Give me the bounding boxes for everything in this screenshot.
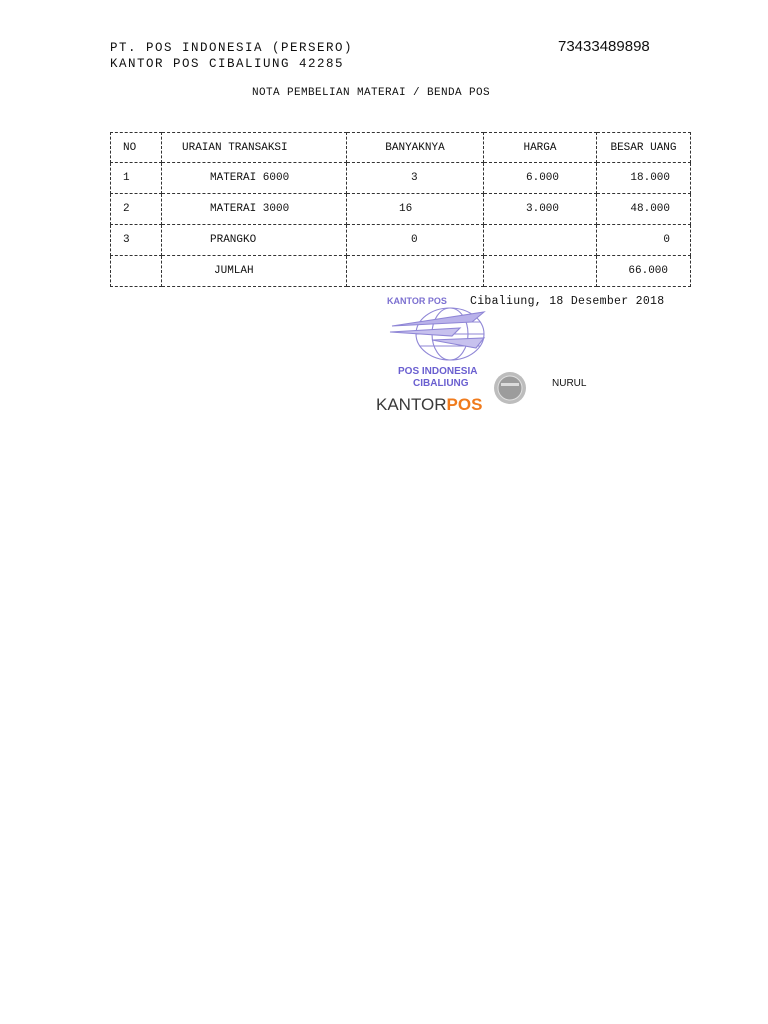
- cell-besar-uang: 0: [597, 225, 691, 256]
- table-row: [111, 194, 691, 225]
- stamp-graphic: [372, 292, 532, 416]
- table-header-row: [111, 133, 691, 163]
- cell-no: 1: [111, 163, 162, 194]
- stamp-line2: CIBALIUNG: [413, 378, 469, 389]
- cell-banyaknya: 0: [347, 225, 484, 256]
- cell-uraian: MATERAI 6000: [162, 163, 347, 194]
- seal-icon: [494, 372, 526, 404]
- cell-harga: 3.000: [484, 194, 597, 225]
- office-name: KANTOR POS CIBALIUNG 42285: [110, 57, 345, 71]
- cell-uraian: MATERAI 3000: [162, 194, 347, 225]
- table-row: [111, 225, 691, 256]
- cell-banyaknya: 16: [347, 194, 484, 225]
- logo-pos: POS: [446, 395, 483, 414]
- cell-no: 2: [111, 194, 162, 225]
- logo-kantor: KANTOR: [376, 395, 447, 414]
- column-header-besar-uang: BESAR UANG: [597, 133, 691, 163]
- column-header-no: NO: [111, 133, 162, 163]
- kantorpos-logo: [376, 395, 482, 414]
- place-date: Cibaliung, 18 Desember 2018: [470, 295, 665, 308]
- total-label: JUMLAH: [162, 256, 347, 287]
- cell-empty: [484, 256, 597, 287]
- total-value: 66.000: [597, 256, 691, 287]
- signer-name: NURUL: [552, 378, 587, 389]
- document-title: NOTA PEMBELIAN MATERAI / BENDA POS: [252, 87, 491, 99]
- cell-besar-uang: 18.000: [597, 163, 691, 194]
- total-row: [111, 256, 691, 287]
- cell-banyaknya: 3: [347, 163, 484, 194]
- cell-uraian: PRANGKO: [162, 225, 347, 256]
- cell-empty: [111, 256, 162, 287]
- column-header-uraian: URAIAN TRANSAKSI: [162, 133, 347, 163]
- stamp-top-text: KANTOR POS: [387, 296, 447, 306]
- post-office-stamp: [372, 292, 532, 416]
- column-header-harga: HARGA: [484, 133, 597, 163]
- company-name: PT. POS INDONESIA (PERSERO): [110, 41, 354, 55]
- cell-empty: [347, 256, 484, 287]
- transaction-table: [110, 132, 691, 287]
- globe-wings-icon: [390, 308, 484, 360]
- cell-besar-uang: 48.000: [597, 194, 691, 225]
- table-row: [111, 163, 691, 194]
- cell-harga: 6.000: [484, 163, 597, 194]
- cell-no: 3: [111, 225, 162, 256]
- stamp-line1: POS INDONESIA: [398, 366, 478, 377]
- company-header: [110, 40, 353, 72]
- cell-harga: [484, 225, 597, 256]
- document-number: 73433489898: [558, 38, 650, 55]
- column-header-banyaknya: BANYAKNYA: [347, 133, 484, 163]
